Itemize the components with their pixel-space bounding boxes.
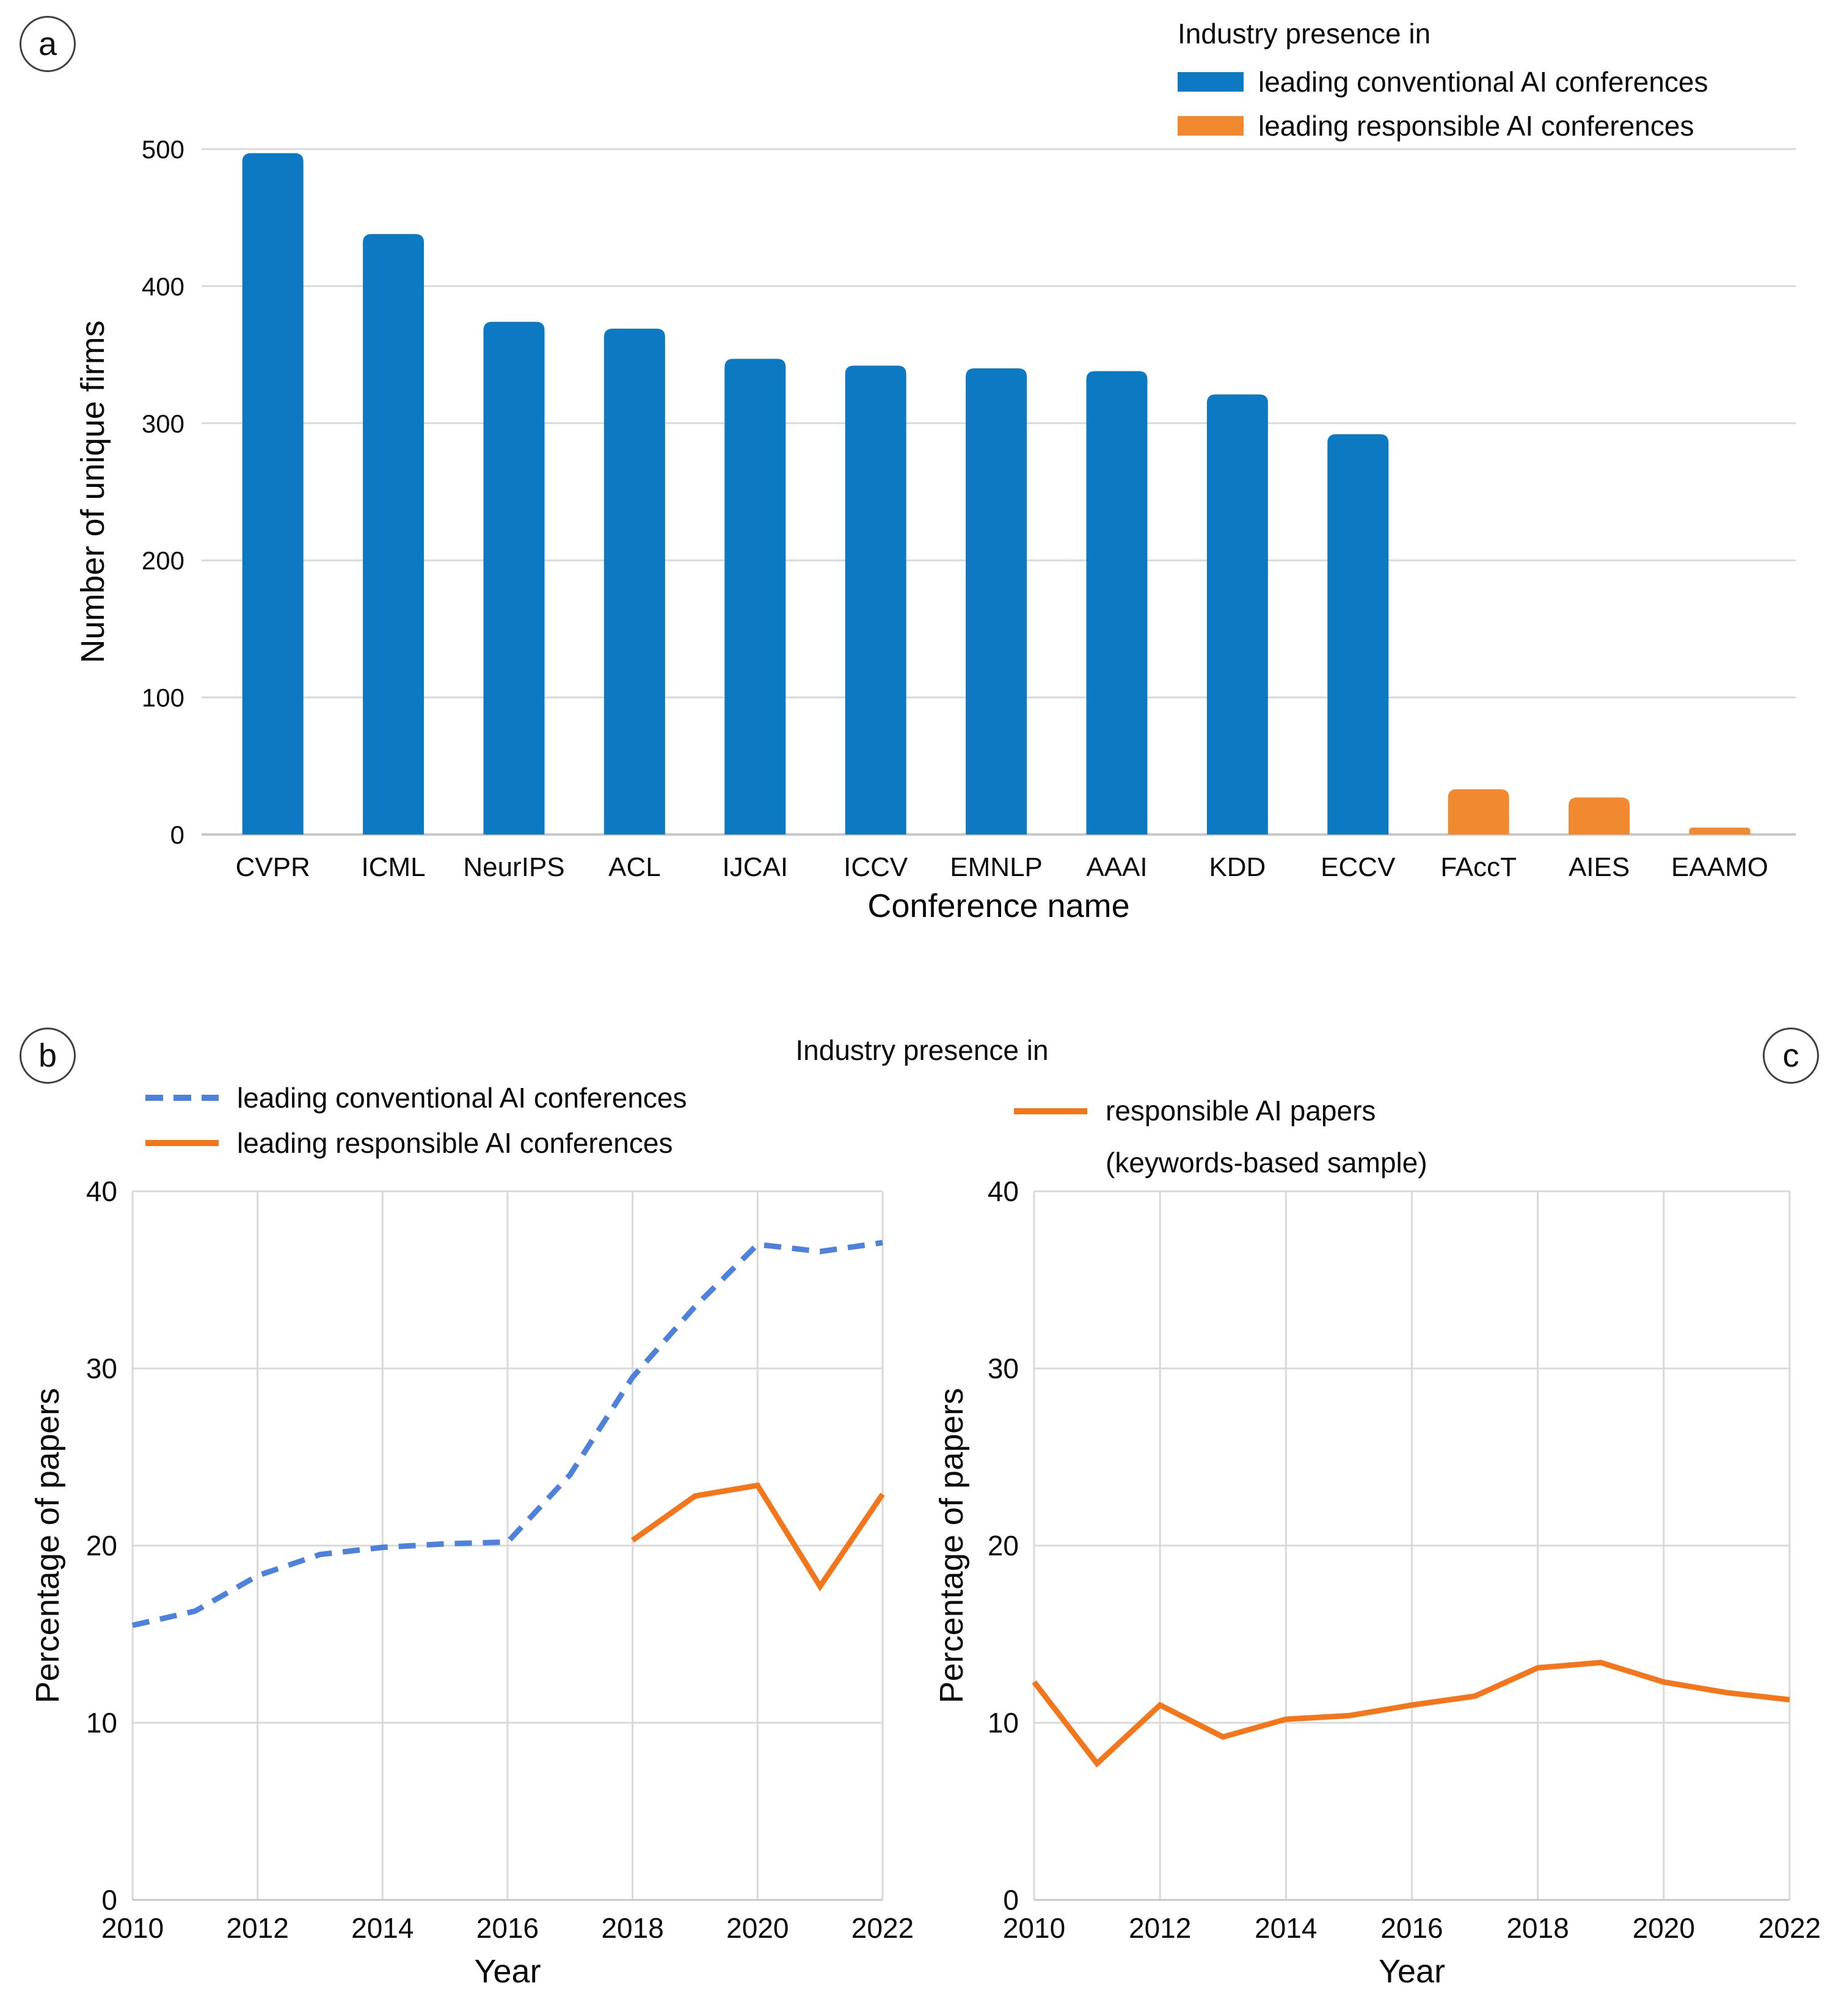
line-chart-c [988,1175,1821,1944]
x-tick-label-2018: 2018 [1506,1912,1569,1944]
legend-c-label-line2: (keywords-based sample) [1106,1147,1427,1179]
x-tick-label-2014: 2014 [1255,1912,1317,1944]
legend-c-swatch-solid-orange [1014,1108,1087,1114]
bar-ICCV [845,366,906,835]
y-tick-label-10: 10 [987,1707,1019,1739]
y-tick-label-100: 100 [141,683,184,712]
y-tick-label-400: 400 [141,272,184,301]
x-axis-title-b: Year [474,1953,541,1990]
x-category-label-ECCV: ECCV [1321,852,1396,882]
x-tick-label-2016: 2016 [1380,1912,1443,1944]
y-tick-label-20: 20 [86,1530,117,1561]
y-tick-label-300: 300 [141,409,184,438]
y-axis-title-a: Number of unique firms [75,320,111,663]
y-tick-label-0: 0 [170,820,184,849]
bar-IJCAI [724,359,785,835]
panel-letter-c: c [1782,1037,1799,1074]
bar-ICML [363,234,424,835]
y-tick-label-40: 40 [987,1175,1019,1207]
legend-a-label-responsible: leading responsible AI conferences [1258,110,1694,142]
x-tick-label-2022: 2022 [851,1912,914,1944]
x-category-label-AAAI: AAAI [1086,852,1148,882]
bar-NeurIPS [484,322,545,835]
legend-a-swatch-orange [1178,116,1244,136]
y-tick-label-10: 10 [86,1707,117,1739]
bar-EMNLP [966,368,1027,835]
legend-c-label-line1: responsible AI papers [1106,1095,1376,1127]
y-tick-label-500: 500 [141,135,184,164]
x-category-label-EAAMO: EAAMO [1671,852,1768,882]
y-tick-label-30: 30 [987,1353,1019,1384]
y-tick-label-200: 200 [141,546,184,575]
y-tick-label-0: 0 [1003,1884,1019,1916]
y-axis-title-b: Percentage of papers [29,1387,66,1704]
legend-a-item-conventional [1178,65,1708,98]
bar-AIES [1569,797,1630,835]
legend-a-item-responsible [1178,109,1708,142]
panel-letter-b: b [38,1037,57,1074]
x-category-label-IJCAI: IJCAI [722,852,789,882]
x-tick-label-2022: 2022 [1758,1912,1821,1944]
bar-FAccT [1448,789,1509,835]
legend-panel-a [1178,17,1708,142]
bar-CVPR [242,153,304,835]
bar-EAAMO [1689,828,1751,835]
x-category-label-CVPR: CVPR [235,852,310,882]
line-chart-b [86,1175,914,1944]
y-tick-label-30: 30 [86,1353,117,1384]
legend-a-label-conventional: leading conventional AI conferences [1258,66,1708,98]
legend-a-title: Industry presence in [1178,18,1431,49]
title-bc: Industry presence in [795,1034,1049,1066]
x-category-label-ICML: ICML [361,852,426,882]
x-category-label-ACL: ACL [608,852,661,882]
panel-label-a [20,16,76,72]
legend-c-labels [1106,1085,1427,1189]
x-axis-title-a: Conference name [867,888,1130,924]
bar-ACL [604,329,665,835]
y-tick-label-20: 20 [987,1530,1019,1561]
legend-b-swatch-dashed-blue [145,1095,219,1101]
bar-KDD [1207,395,1268,835]
legend-b-swatch-solid-orange [145,1140,219,1146]
x-category-label-NeurIPS: NeurIPS [463,852,565,882]
y-tick-label-0: 0 [101,1884,117,1916]
legend-panel-c [1014,1085,1427,1189]
x-category-label-AIES: AIES [1568,852,1630,882]
x-tick-label-2010: 2010 [1002,1912,1066,1944]
x-tick-label-2020: 2020 [726,1912,789,1944]
bar-chart-a [142,135,1796,882]
x-tick-label-2016: 2016 [476,1912,539,1944]
legend-b-item-responsible [145,1127,687,1160]
x-tick-label-2010: 2010 [101,1912,164,1944]
bar-AAAI [1087,371,1148,835]
y-tick-label-40: 40 [86,1175,117,1207]
legend-panel-b [145,1081,687,1160]
x-category-label-ICCV: ICCV [844,852,908,882]
legend-b-item-conventional [145,1081,687,1114]
x-axis-title-c: Year [1378,1953,1446,1990]
x-tick-label-2020: 2020 [1632,1912,1695,1944]
legend-b-label-conventional: leading conventional AI conferences [237,1082,687,1114]
x-category-label-FAccT: FAccT [1440,852,1517,882]
x-category-label-EMNLP: EMNLP [950,852,1043,882]
y-axis-title-c: Percentage of papers [933,1387,970,1704]
x-tick-label-2018: 2018 [601,1912,664,1944]
bar-ECCV [1327,434,1388,835]
x-category-label-KDD: KDD [1209,852,1266,882]
panel-letter-a: a [38,26,57,62]
x-tick-label-2012: 2012 [1128,1912,1192,1944]
legend-b-label-responsible: leading responsible AI conferences [237,1127,673,1159]
legend-a-swatch-blue [1178,72,1244,92]
x-tick-label-2014: 2014 [351,1912,414,1944]
x-tick-label-2012: 2012 [226,1912,289,1944]
